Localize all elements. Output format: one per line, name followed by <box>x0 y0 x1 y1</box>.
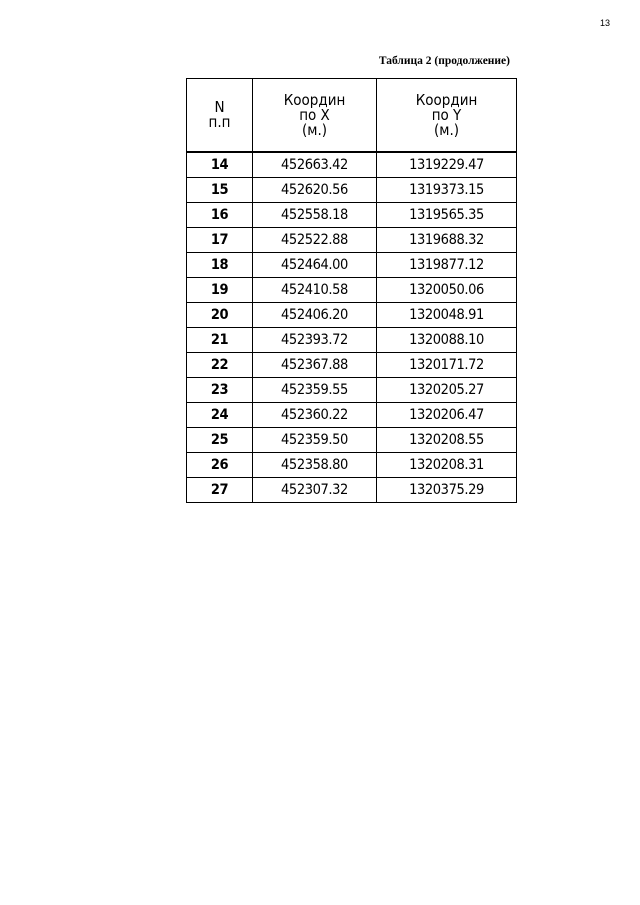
header-number <box>187 79 253 153</box>
table-row <box>187 253 517 278</box>
cell-x: 452620.56 <box>253 178 377 203</box>
cell-y: 1319565.35 <box>377 203 517 228</box>
cell-number: 24 <box>187 403 253 428</box>
table-row <box>187 453 517 478</box>
cell-y: 1320088.10 <box>377 328 517 353</box>
cell-number: 27 <box>187 478 253 503</box>
table-row <box>187 378 517 403</box>
table-caption: Таблица 2 (продолжение) <box>378 55 510 67</box>
cell-y: 1319688.32 <box>377 228 517 253</box>
header-line: по Y <box>431 105 462 124</box>
header-line: N <box>214 98 225 116</box>
header-coord-x <box>253 79 377 153</box>
coordinates-table <box>186 78 517 503</box>
cell-number: 15 <box>187 178 253 203</box>
cell-y: 1320375.29 <box>377 478 517 503</box>
cell-x: 452464.00 <box>253 253 377 278</box>
cell-x: 452558.18 <box>253 203 377 228</box>
cell-x: 452522.88 <box>253 228 377 253</box>
table-row <box>187 152 517 178</box>
header-line: п.п <box>208 113 231 131</box>
header-line: Координ <box>415 90 478 109</box>
cell-x: 452359.50 <box>253 428 377 453</box>
cell-y: 1320205.27 <box>377 378 517 403</box>
cell-y: 1320050.06 <box>377 278 517 303</box>
cell-number: 14 <box>187 152 253 178</box>
header-coord-y <box>377 79 517 153</box>
cell-x: 452359.55 <box>253 378 377 403</box>
header-line: по X <box>299 105 330 124</box>
cell-x: 452360.22 <box>253 403 377 428</box>
table-row <box>187 328 517 353</box>
table-row <box>187 428 517 453</box>
cell-number: 21 <box>187 328 253 353</box>
cell-y: 1319229.47 <box>377 152 517 178</box>
cell-y: 1319373.15 <box>377 178 517 203</box>
cell-number: 25 <box>187 428 253 453</box>
header-line: (м.) <box>434 120 459 139</box>
cell-x: 452367.88 <box>253 353 377 378</box>
cell-number: 18 <box>187 253 253 278</box>
cell-x: 452406.20 <box>253 303 377 328</box>
table-header-row <box>187 79 517 153</box>
cell-number: 26 <box>187 453 253 478</box>
cell-y: 1320208.31 <box>377 453 517 478</box>
cell-x: 452307.32 <box>253 478 377 503</box>
header-line: Координ <box>283 90 346 109</box>
cell-y: 1319877.12 <box>377 253 517 278</box>
table-row <box>187 203 517 228</box>
table-row <box>187 353 517 378</box>
cell-x: 452663.42 <box>253 152 377 178</box>
table-row <box>187 403 517 428</box>
cell-number: 16 <box>187 203 253 228</box>
cell-number: 23 <box>187 378 253 403</box>
table-row <box>187 478 517 503</box>
table-row <box>187 278 517 303</box>
cell-number: 19 <box>187 278 253 303</box>
cell-number: 17 <box>187 228 253 253</box>
cell-y: 1320048.91 <box>377 303 517 328</box>
page-number: 13 <box>599 18 610 28</box>
table-row <box>187 178 517 203</box>
cell-y: 1320206.47 <box>377 403 517 428</box>
cell-number: 22 <box>187 353 253 378</box>
cell-y: 1320171.72 <box>377 353 517 378</box>
cell-x: 452393.72 <box>253 328 377 353</box>
cell-x: 452410.58 <box>253 278 377 303</box>
table-row <box>187 303 517 328</box>
cell-y: 1320208.55 <box>377 428 517 453</box>
header-line: (м.) <box>302 120 327 139</box>
cell-number: 20 <box>187 303 253 328</box>
table-row <box>187 228 517 253</box>
cell-x: 452358.80 <box>253 453 377 478</box>
